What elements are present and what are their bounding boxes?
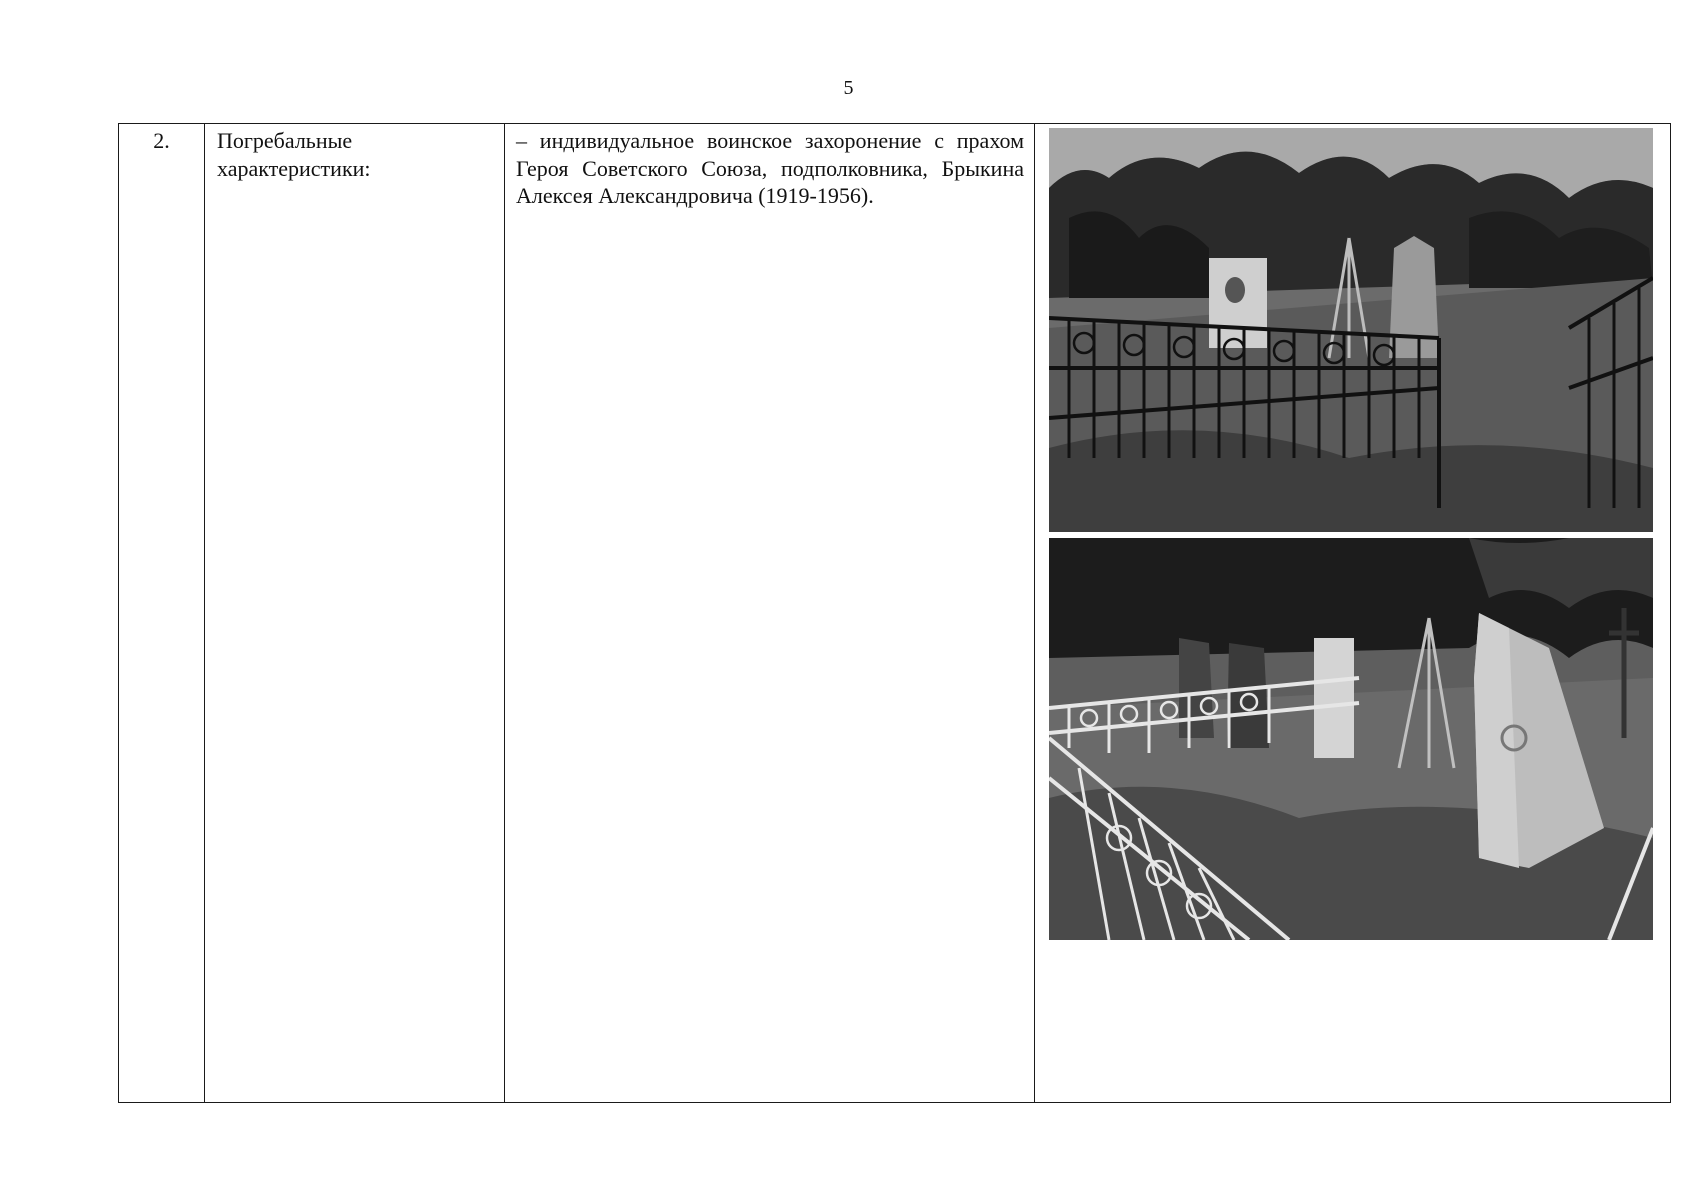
- cemetery-photo-image: [1049, 128, 1653, 532]
- grave-photo-top: [1049, 128, 1653, 532]
- row-label: Погребальные характеристики:: [205, 124, 505, 1103]
- row-number: 2.: [119, 124, 205, 1103]
- row-description: – индивидуальное воинское захоронение с прахом Героя Советского Союза, подполковника, Брыкина Алексея Александровича (1919-1956).: [505, 124, 1035, 1103]
- table-row: [119, 124, 1671, 1103]
- page-number: 5: [843, 77, 854, 99]
- photo-cell: [1035, 124, 1671, 1103]
- grave-photo-bottom: [1049, 538, 1653, 940]
- cemetery-photo-image: [1049, 538, 1653, 940]
- burial-table: [118, 123, 1671, 1103]
